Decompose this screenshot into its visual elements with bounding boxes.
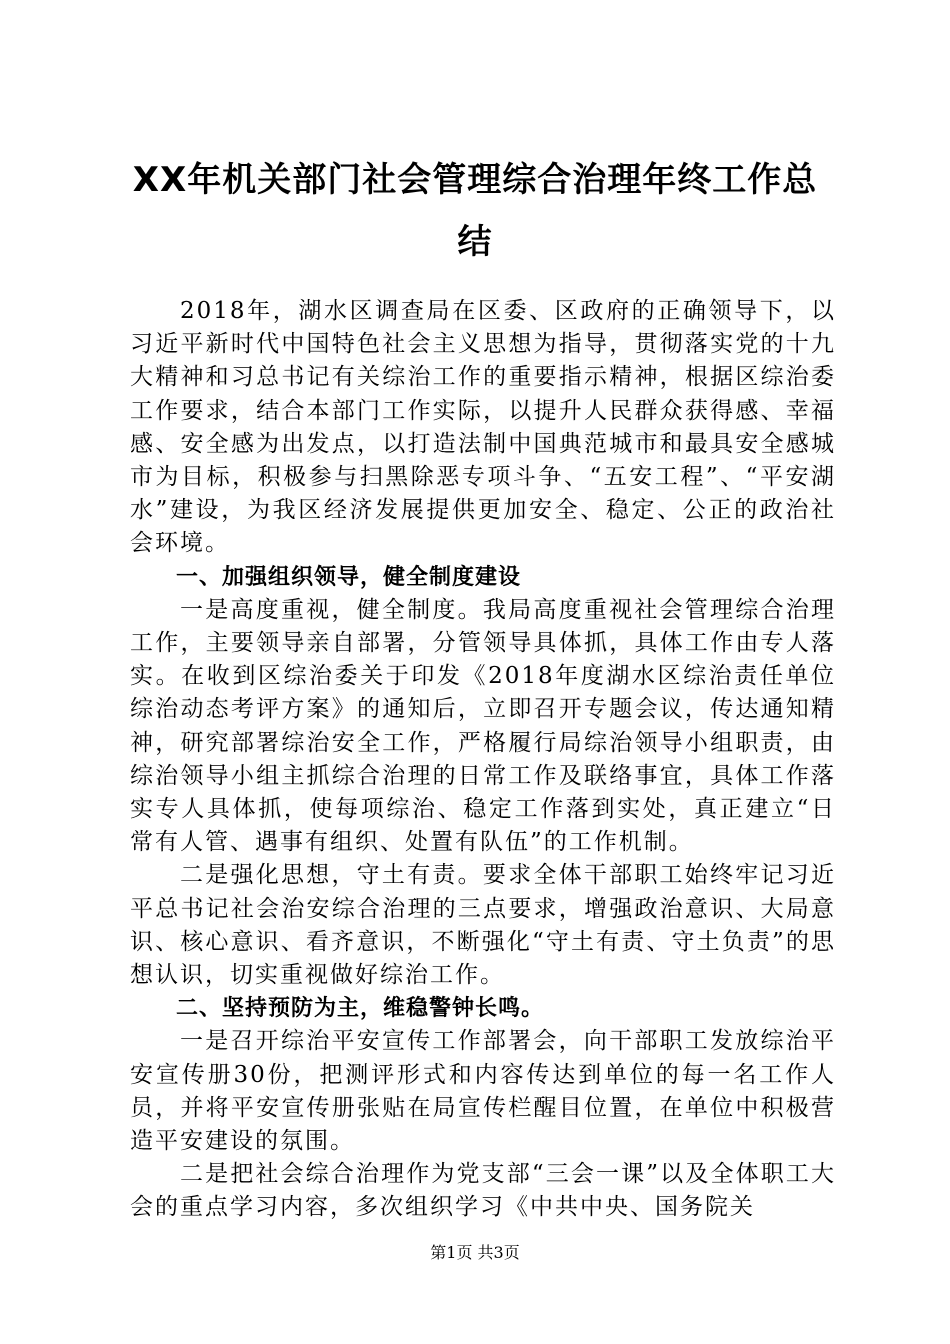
document-body (130, 295, 836, 1225)
section-heading-2: 二、坚持预防为主，维稳警钟长鸣。 (176, 996, 545, 1022)
section-heading-1: 一、加强组织领导，健全制度建设 (176, 564, 522, 590)
document-title-line-2: 结 (457, 222, 493, 262)
body-paragraph: 一是召开综治平安宣传工作部署会，向干部职工发放综治平安宣传册30份，把测评形式和内容传达到单位的每一名工作人员，并将平安宣传册张贴在局宣传栏醒目位置，在单位中积极营造平安建设的氛围。 (130, 1028, 836, 1155)
page-footer: 第1页 共3页 (430, 1243, 520, 1262)
document-title-line-1: XX年机关部门社会管理综合治理年终工作总 (132, 160, 818, 200)
body-paragraph: 二是把社会综合治理作为党支部“三会一课”以及全体职工大会的重点学习内容，多次组织学习《中共中央、国务院关 (130, 1161, 836, 1221)
intro-paragraph: 2018年，湖水区调查局在区委、区政府的正确领导下，以习近平新时代中国特色社会主义思想为指导，贯彻落实党的十九大精神和习总书记有关综治工作的重要指示精神，根据区综治委工作要求，结合本部门工作实际，以提升人民群众获得感、幸福感、安全感为出发点，以打造法制中国典范城市和最具安全感城市为目标，积极参与扫黑除恶专项斗争、“五安工程”、“平安湖水”建设，为我区经济发展提供更加安全、稳定、公正的政治社会环境。 (130, 298, 836, 557)
body-paragraph: 一是高度重视，健全制度。我局高度重视社会管理综合治理工作，主要领导亲自部署，分管领导具体抓，具体工作由专人落实。在收到区综治委关于印发《2018年度湖水区综治责任单位综治动态考评方案》的通知后，立即召开专题会议，传达通知精神，研究部署综治安全工作，严格履行局综治领导小组职责，由综治领导小组主抓综合治理的日常工作及联络事宜，具体工作落实专人具体抓，使每项综治、稳定工作落到实处，真正建立“日常有人管、遇事有组织、处置有队伍”的工作机制。 (130, 596, 836, 856)
body-paragraph: 二是强化思想，守土有责。要求全体干部职工始终牢记习近平总书记社会治安综合治理的三点要求，增强政治意识、大局意识、核心意识、看齐意识，不断强化“守土有责、守土负责”的思想认识，切实重视做好综治工作。 (130, 862, 836, 989)
